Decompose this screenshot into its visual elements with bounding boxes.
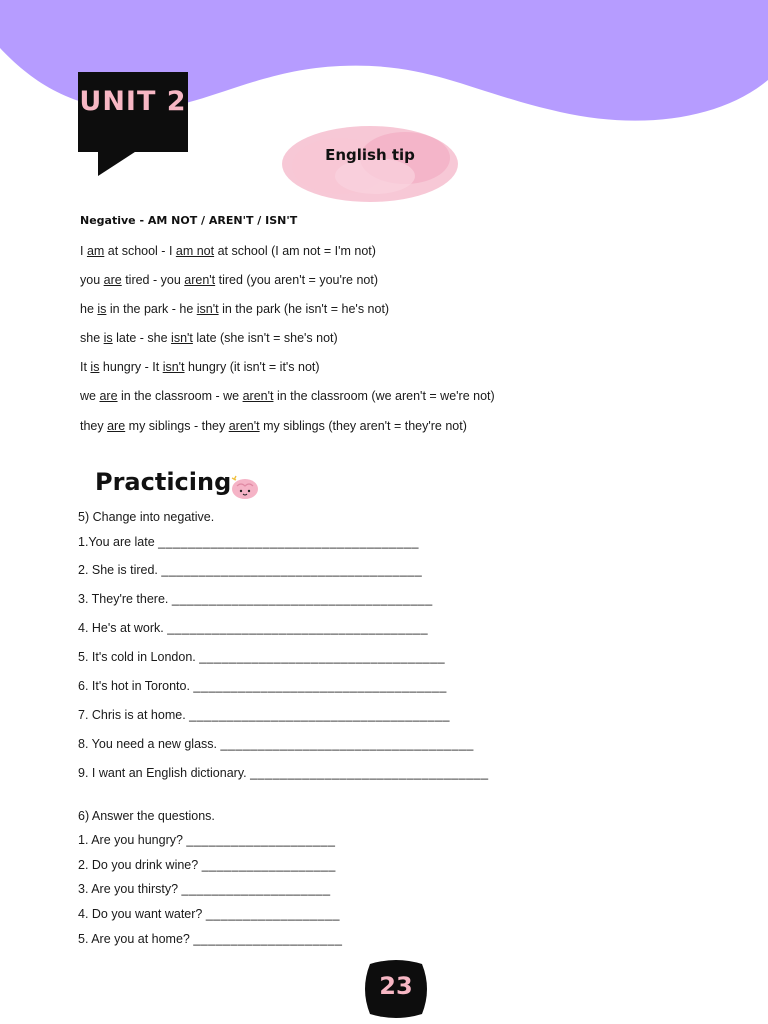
exercise-6-instruction: 6) Answer the questions. (78, 809, 215, 823)
example-line: we are in the classroom - we aren't in the classroom (we aren't = we're not) (80, 389, 495, 403)
exercise-item: 4. Do you want water? __________________ (78, 907, 340, 921)
example-line: I am at school - I am not at school (I am not = I'm not) (80, 244, 376, 258)
answer-blank[interactable]: __________________ (205, 907, 340, 921)
example-line: It is hungry - It isn't hungry (it isn't = it's not) (80, 360, 320, 374)
answer-blank[interactable]: ____________________ (186, 833, 336, 847)
exercise-item: 9. I want an English dictionary. ________________________________ (78, 766, 489, 780)
speech-bubble-tail (98, 150, 138, 176)
tip-watercolor-blob (280, 124, 460, 204)
answer-blank[interactable]: ___________________________________ (161, 563, 423, 577)
answer-blank[interactable]: ________________________________ (250, 766, 489, 780)
answer-blank[interactable]: ____________________ (181, 882, 331, 896)
exercise-item: 3. Are you thirsty? ____________________ (78, 882, 331, 896)
exercise-item: 2. Do you drink wine? __________________ (78, 858, 336, 872)
example-line: they are my siblings - they aren't my siblings (they aren't = they're not) (80, 419, 467, 433)
answer-blank[interactable]: _________________________________ (199, 650, 446, 664)
practicing-heading: Practicing (95, 468, 232, 496)
exercise-item: 8. You need a new glass. __________________________________ (78, 737, 474, 751)
example-line: he is in the park - he isn't in the park (he isn't = he's not) (80, 302, 390, 316)
page-number: 23 (379, 972, 413, 1000)
exercise-item: 4. He's at work. ___________________________________ (78, 621, 429, 635)
english-tip-label: English tip (325, 146, 415, 164)
brain-icon (228, 472, 260, 502)
answer-blank[interactable]: ___________________________________ (167, 621, 429, 635)
answer-blank[interactable]: ___________________________________ (189, 708, 450, 722)
example-line: you are tired - you aren't tired (you aren't = you're not) (80, 273, 378, 287)
exercise-item: 1. Are you hungry? ____________________ (78, 833, 336, 847)
exercise-item: 7. Chris is at home. ___________________________________ (78, 708, 450, 722)
exercise-item: 5. Are you at home? ____________________ (78, 932, 343, 946)
exercise-item: 5. It's cold in London. _________________________________ (78, 650, 446, 664)
answer-blank[interactable]: ____________________ (193, 932, 343, 946)
exercise-item: 2. She is tired. ___________________________________ (78, 563, 423, 577)
exercise-item: 6. It's hot in Toronto. __________________________________ (78, 679, 447, 693)
answer-blank[interactable]: __________________________________ (193, 679, 447, 693)
unit-title: UNIT 2 (79, 86, 187, 117)
exercise-item: 3. They're there. ___________________________________ (78, 592, 433, 606)
answer-blank[interactable]: __________________ (201, 858, 336, 872)
answer-blank[interactable]: ___________________________________ (158, 535, 419, 549)
exercise-item: 1.You are late ___________________________________ (78, 535, 419, 549)
answer-blank[interactable]: ___________________________________ (171, 592, 433, 606)
grammar-title: Negative - AM NOT / AREN'T / ISN'T (80, 214, 298, 227)
example-line: she is late - she isn't late (she isn't = she's not) (80, 331, 338, 345)
answer-blank[interactable]: __________________________________ (220, 737, 474, 751)
exercise-5-instruction: 5) Change into negative. (78, 510, 215, 524)
